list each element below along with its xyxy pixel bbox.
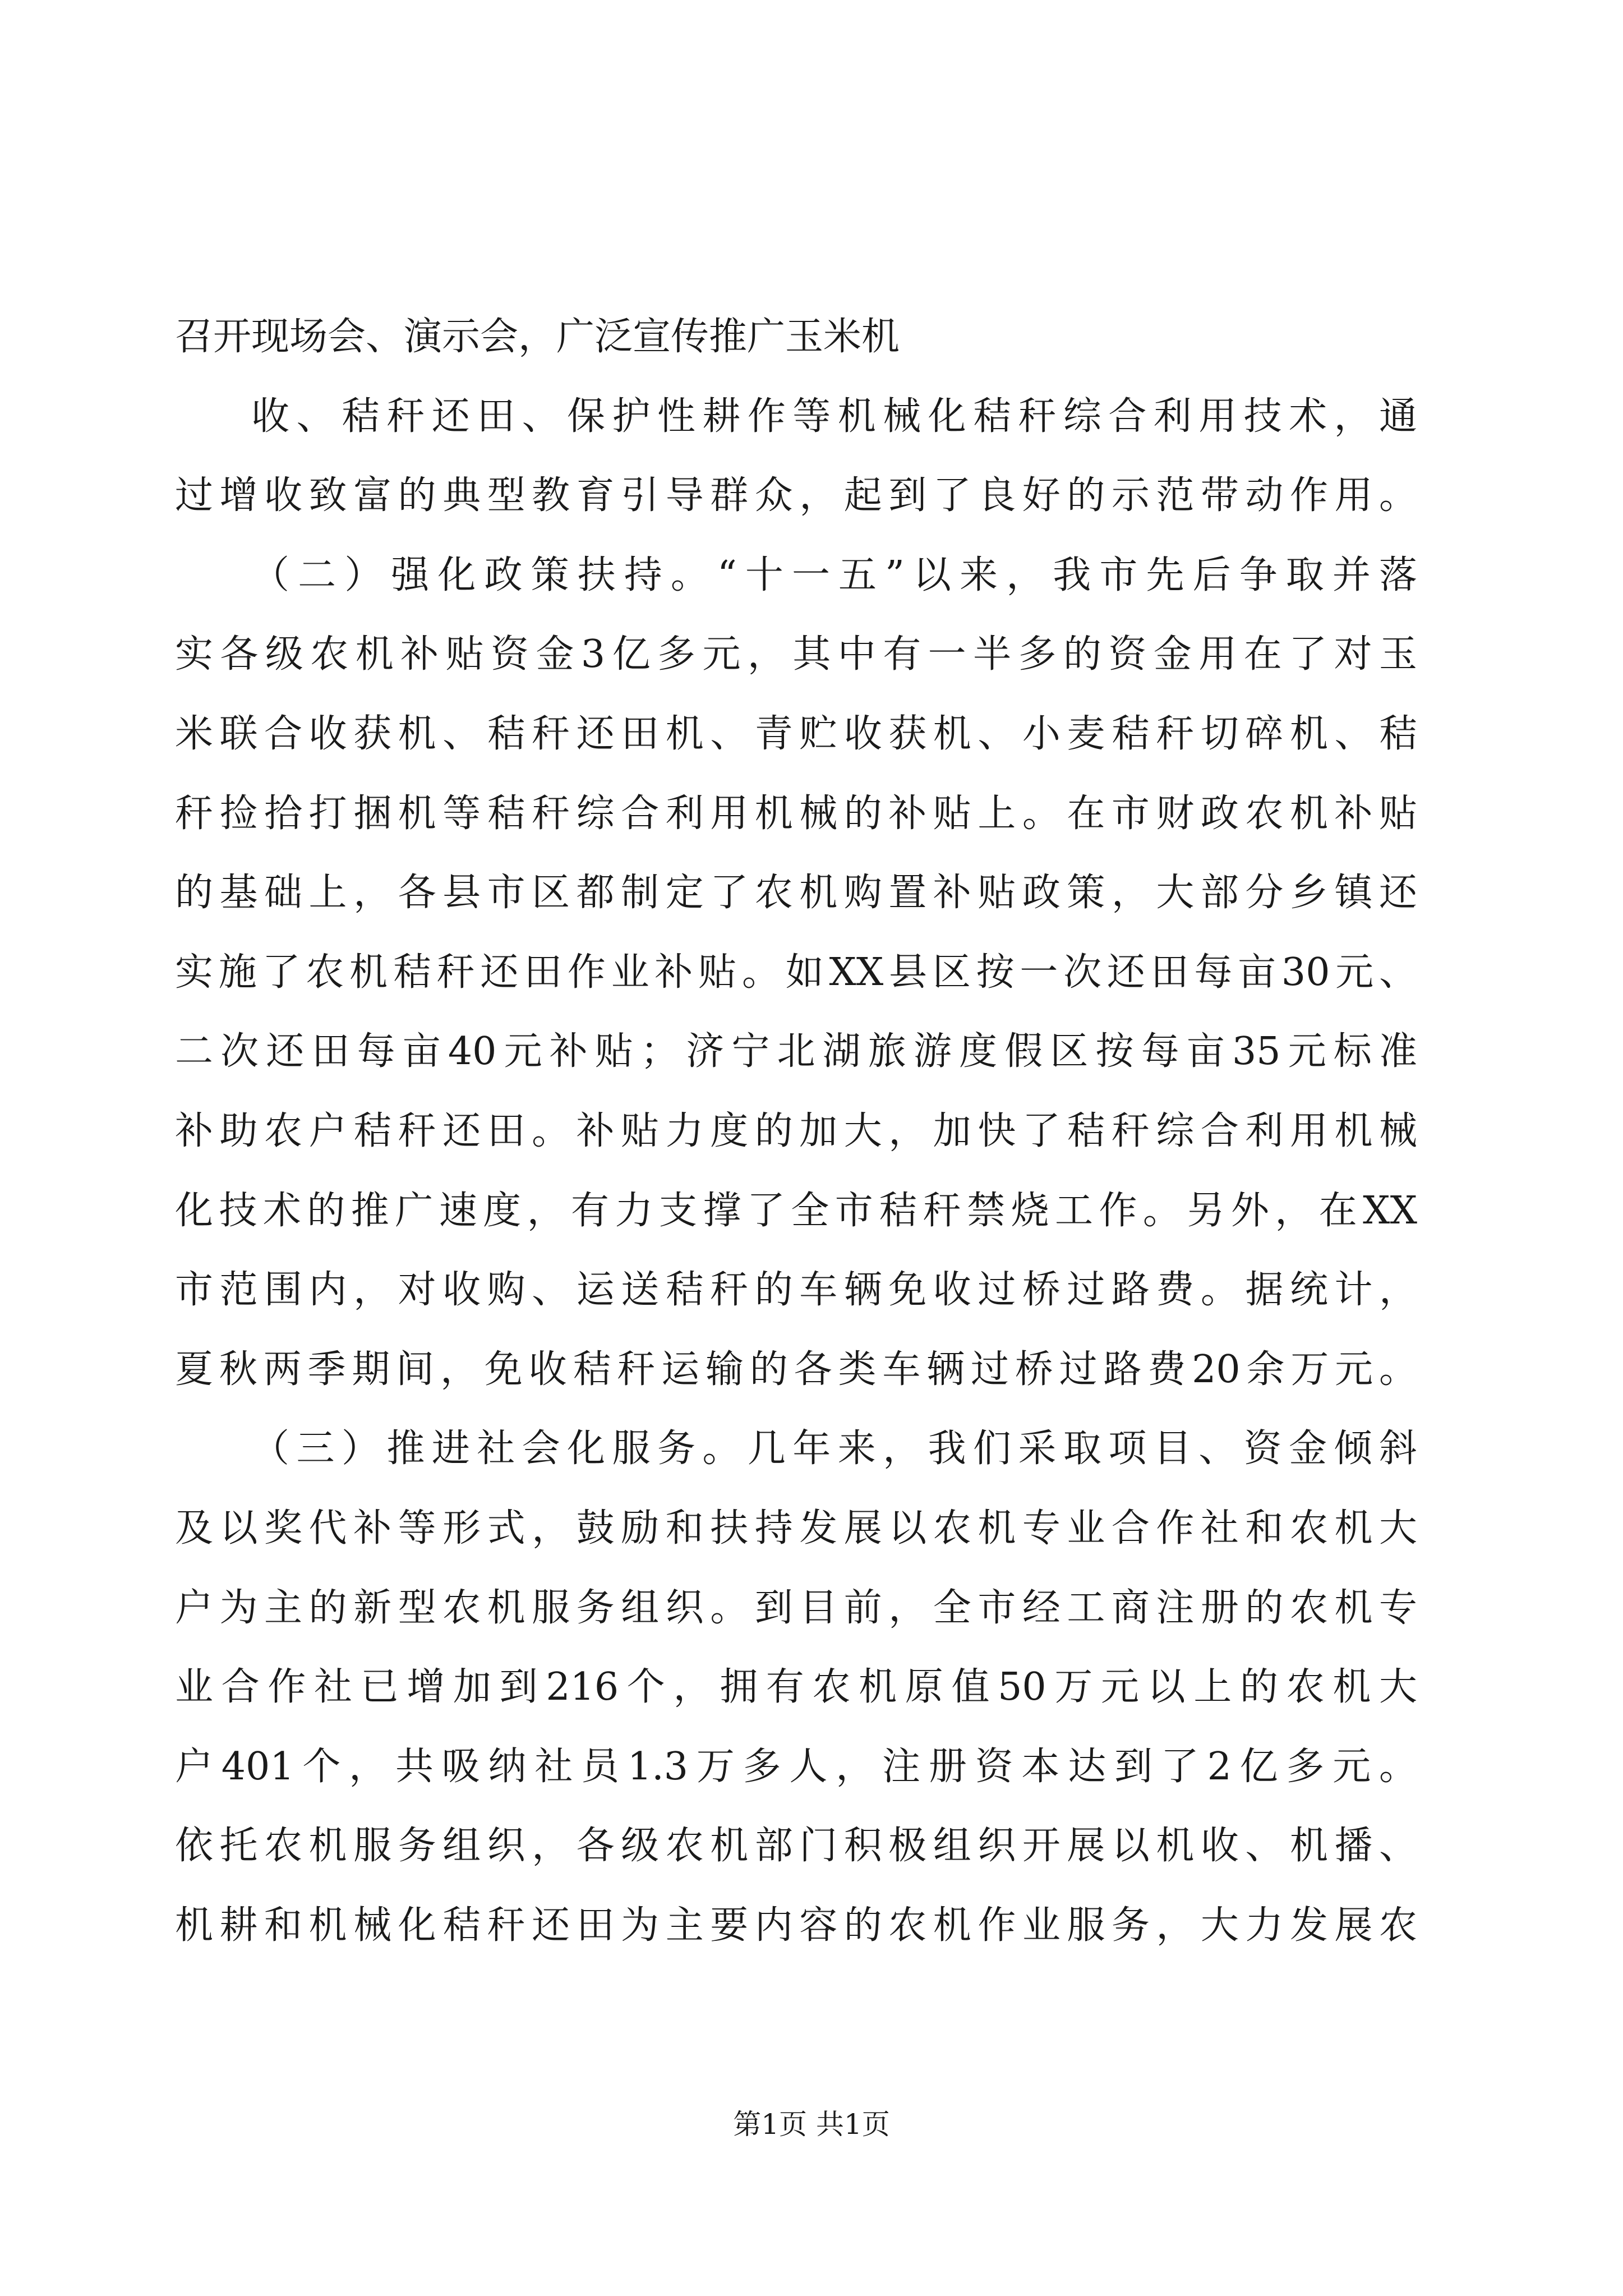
text-line: 实施了农机秸秆还田作业补贴。如XX县区按一次还田每亩30元、 [175,950,1417,995]
text-line: 过增收致富的典型教育引导群众，起到了良好的示范带动作用。 [175,473,1417,518]
text-line: 召开现场会、演示会，广泛宣传推广玉米机 [175,315,900,359]
text-line: 的基础上，各县市区都制定了农机购置补贴政策，大部分乡镇还 [175,871,1417,915]
text-line: 夏秋两季期间，免收秸秆运输的各类车辆过桥过路费20余万元。 [175,1347,1417,1392]
text-line: 秆捡拾打捆机等秸秆综合利用机械的补贴上。在市财政农机补贴 [175,791,1417,836]
text-line: 依托农机服务组织，各级农机部门积极组织开展以机收、机播、 [175,1824,1417,1869]
text-line: 户401个，共吸纳社员1.3万多人，注册资本达到了2亿多元。 [175,1744,1417,1789]
text-line: 收、秸秆还田、保护性耕作等机械化秸秆综合利用技术，通 [251,394,1417,439]
text-line: 户为主的新型农机服务组织。到目前，全市经工商注册的农机专 [175,1585,1417,1630]
text-line: 米联合收获机、秸秆还田机、青贮收获机、小麦秸秆切碎机、秸 [175,711,1417,756]
text-line: 市范围内，对收购、运送秸秆的车辆免收过桥过路费。据统计， [175,1268,1417,1313]
body-text [175,297,1417,1965]
text-line: 机耕和机械化秸秆还田为主要内容的农机作业服务，大力发展农 [175,1903,1417,1948]
text-line: （二）强化政策扶持。“十一五”以来，我市先后争取并落 [251,553,1417,597]
text-line: 业合作社已增加到216个，拥有农机原值50万元以上的农机大 [175,1665,1417,1710]
text-line: （三）推进社会化服务。几年来，我们采取项目、资金倾斜 [251,1427,1417,1471]
text-line: 实各级农机补贴资金3亿多元，其中有一半多的资金用在了对玉 [175,632,1417,677]
text-line: 补助农户秸秆还田。补贴力度的加大，加快了秸秆综合利用机械 [175,1108,1417,1153]
text-line: 化技术的推广速度，有力支撑了全市秸秆禁烧工作。另外，在XX [175,1188,1417,1233]
text-line: 及以奖代补等形式，鼓励和扶持发展以农机专业合作社和农机大 [175,1506,1417,1550]
text-line: 二次还田每亩40元补贴；济宁北湖旅游度假区按每亩35元标准 [175,1029,1417,1074]
page-footer: 第1页 共1页 [733,2108,890,2141]
